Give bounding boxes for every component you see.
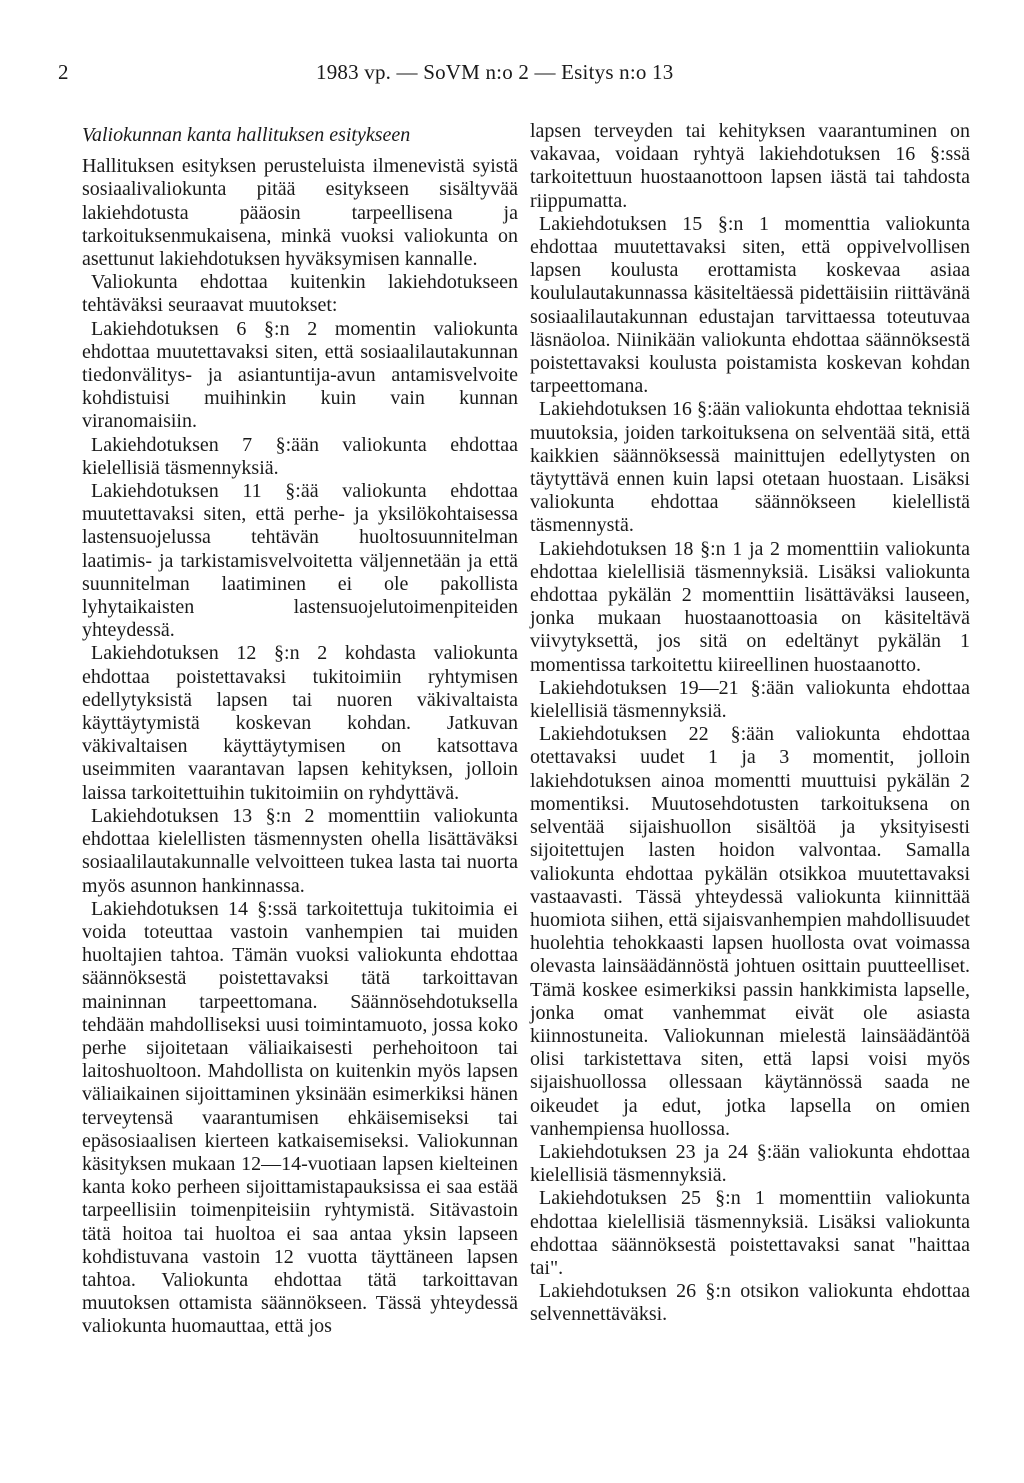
paragraph: Lakiehdotuksen 18 §:n 1 ja 2 momenttiin valiokunta ehdottaa kielellisiä täsmennyksiä. Lisäksi valiokunta ehdottaa pykälän 2 momenttiin lisättäväksi lauseen, jonka mukaan huostaanottoasia on käsiteltävä viivytyksettä, jos sitä on edeltänyt pykälän 1 momentissa tarkoitettu kiireellinen huostaanotto. bbox=[530, 537, 970, 676]
paragraph: Lakiehdotuksen 22 §:ään valiokunta ehdottaa otettavaksi uudet 1 ja 3 momentit, jolloin lakiehdotuksen ainoa momentti muuttuisi pykälän 2 momentiksi. Muutosehdotusten tarkoituksena on selventää sijaishuollon sisältöä ja yksityisesti sijoitettujen lasten hoidon valvontaa. Samalla valiokunta ehdottaa pykälän otsikkoa muutettavaksi vastaavasti. Tässä yhteydessä valiokunta kiinnittää huomiota siihen, että sijaisvanhempien mahdollisuudet huolehtia tehokkaasti lapsen huollosta ovat voimassa olevasta lainsäädännöstä johtuen osittain puutteelliset. Tämä koskee esimerkiksi passin hankkimista lapselle, jonka omat vanhemmat eivät ole asiasta kiinnostuneita. Valiokunnan mielestä lainsäädäntöä olisi tarkistettava siten, että lapsi voisi myös sijaishuollossa ollessaan käytännössä saada ne oikeudet ja edut, jotka lapsella on omien vanhempiensa huollossa. bbox=[530, 723, 970, 1140]
paragraph: Lakiehdotuksen 13 §:n 2 momenttiin valiokunta ehdottaa kielellisten täsmennysten ohella lisättäväksi sosiaalilautakunnalle velvoitteen tukea lasta tai nuorta myös asunnon hankinnassa. bbox=[82, 804, 518, 897]
paragraph: Lakiehdotuksen 23 ja 24 §:ään valiokunta ehdottaa kielellisiä täsmennyksiä. bbox=[530, 1140, 970, 1187]
paragraph: Lakiehdotuksen 26 §:n otsikon valiokunta ehdottaa selvennettäväksi. bbox=[530, 1280, 970, 1326]
paragraph: Lakiehdotuksen 6 §:n 2 momentin valiokunta ehdottaa muutettavaksi siten, että sosiaalilautakunnan tiedonvälitys- ja asiantuntija-avun antamisvelvoite kohdistuisi muihinkin kuin vain kunnan viranomaisiin. bbox=[82, 317, 518, 433]
paragraph: Lakiehdotuksen 12 §:n 2 kohdasta valiokunta ehdottaa poistettavaksi tukitoimiin ryhtymisen edellytyksistä lapsen tai nuoren väkivaltaista käyttäytymistä koskevan kohdan. Jatkuvan väkivaltaisen käyttäytymisen on katsottava useimmiten vaarantavan lapsen kehityksen, jolloin laissa tarkoitettuihin tukitoimiin on ryhdyttävä. bbox=[82, 642, 518, 804]
paragraph: Lakiehdotuksen 7 §:ään valiokunta ehdottaa kielellisiä täsmennyksiä. bbox=[82, 433, 518, 479]
page-number: 2 bbox=[58, 60, 69, 84]
running-head: 1983 vp. — SoVM n:o 2 — Esitys n:o 13 bbox=[316, 60, 674, 84]
paragraph: Hallituksen esityksen perusteluista ilmenevistä syistä sosiaalivaliokunta pitää esitykseen sisältyvää lakiehdotusta pääosin tarpeellisena ja tarkoituksenmukaisena, minkä vuoksi valiokunta on asettunut lakiehdotuksen hyväksymisen kannalle. bbox=[82, 155, 518, 271]
left-column bbox=[82, 120, 518, 1339]
paragraph: Lakiehdotuksen 15 §:n 1 momenttia valiokunta ehdottaa muutettavaksi siten, että oppivelvollisen lapsen koulusta erottamista koskevaa asiaa koululautakunnassa käsiteltäessä pidettäisiin riittävänä sosiaalilautakunnan edustajan tarvittaessa toteutuvaa läsnäoloa. Niinikään valiokunta ehdottaa säännöksestä poistettavaksi koulusta poistamista koskevan kohdan tarpeettomana. bbox=[530, 212, 970, 398]
paragraph: Valiokunta ehdottaa kuitenkin lakiehdotukseen tehtäväksi seuraavat muutokset: bbox=[82, 271, 518, 317]
paragraph: Lakiehdotuksen 25 §:n 1 momenttiin valiokunta ehdottaa kielellisiä täsmennyksiä. Lisäksi valiokunta ehdottaa säännöksestä poistettavaksi sanat "haittaa tai". bbox=[530, 1187, 970, 1279]
paragraph: Lakiehdotuksen 11 §:ää valiokunta ehdottaa muutettavaksi siten, että perhe- ja yksilökohtaisessa lastensuojelussa tehtävän huoltosuunnitelman laatimis- ja tarkistamisvelvoitetta väljennetään ja että suunnitelman laatiminen ei ole pakollista lyhytaikaisten lastensuojelutoimenpiteiden yhteydessä. bbox=[82, 480, 518, 642]
paragraph: Lakiehdotuksen 14 §:ssä tarkoitettuja tukitoimia ei voida toteuttaa vastoin vanhempien tai muiden huoltajien tahtoa. Tämän vuoksi valiokunta ehdottaa säännöksestä poistettavaksi tätä tarkoittavan maininnan tarpeettomana. Säännösehdotuksella tehdään mahdolliseksi uusi toimintamuoto, jossa koko perhe sijoitetaan väliaikaisesti perhehoitoon tai laitoshuoltoon. Mahdollista on kuitenkin myös lapsen väliaikainen sijoittaminen yksinään esimerkiksi hänen terveytensä vaarantumisen ehkäisemiseksi tai epäsosiaalisen kierteen katkaisemiseksi. Valiokunnan käsityksen mukaan 12—14-vuotiaan lapsen kielteinen kanta koko perheen sijoittamistapauksissa ei saa estää tarpeellisiin toimenpiteisiin ryhtymistä. Sitävastoin tätä hoitoa tai huoltoa ei saa antaa yksin lapseen kohdistuvana vastoin 12 vuotta täyttäneen lapsen tahtoa. Valiokunta ehdottaa tätä tarkoittavan muutoksen ottamista säännökseen. Tässä yhteydessä valiokunta huomauttaa, että jos bbox=[82, 897, 518, 1338]
section-heading: Valiokunnan kanta hallituksen esitykseen bbox=[82, 124, 411, 146]
paragraph: lapsen terveyden tai kehityksen vaarantuminen on vakavaa, voidaan ryhtyä lakiehdotuksen 16 §:ssä tarkoitettuun huostaanottoon lapsen iästä tai tahdosta riippumatta. bbox=[530, 120, 970, 212]
right-column bbox=[530, 120, 970, 1327]
paragraph: Lakiehdotuksen 19—21 §:ään valiokunta ehdottaa kielellisiä täsmennyksiä. bbox=[530, 676, 970, 723]
paragraph: Lakiehdotuksen 16 §:ään valiokunta ehdottaa teknisiä muutoksia, joiden tarkoituksena on selventää sitä, että kaikkien säännöksessä mainittujen edellytysten on täytyttävä ennen kuin lapsi otetaan huostaan. Lisäksi valiokunta ehdottaa säännökseen kielellistä täsmennystä. bbox=[530, 398, 970, 537]
